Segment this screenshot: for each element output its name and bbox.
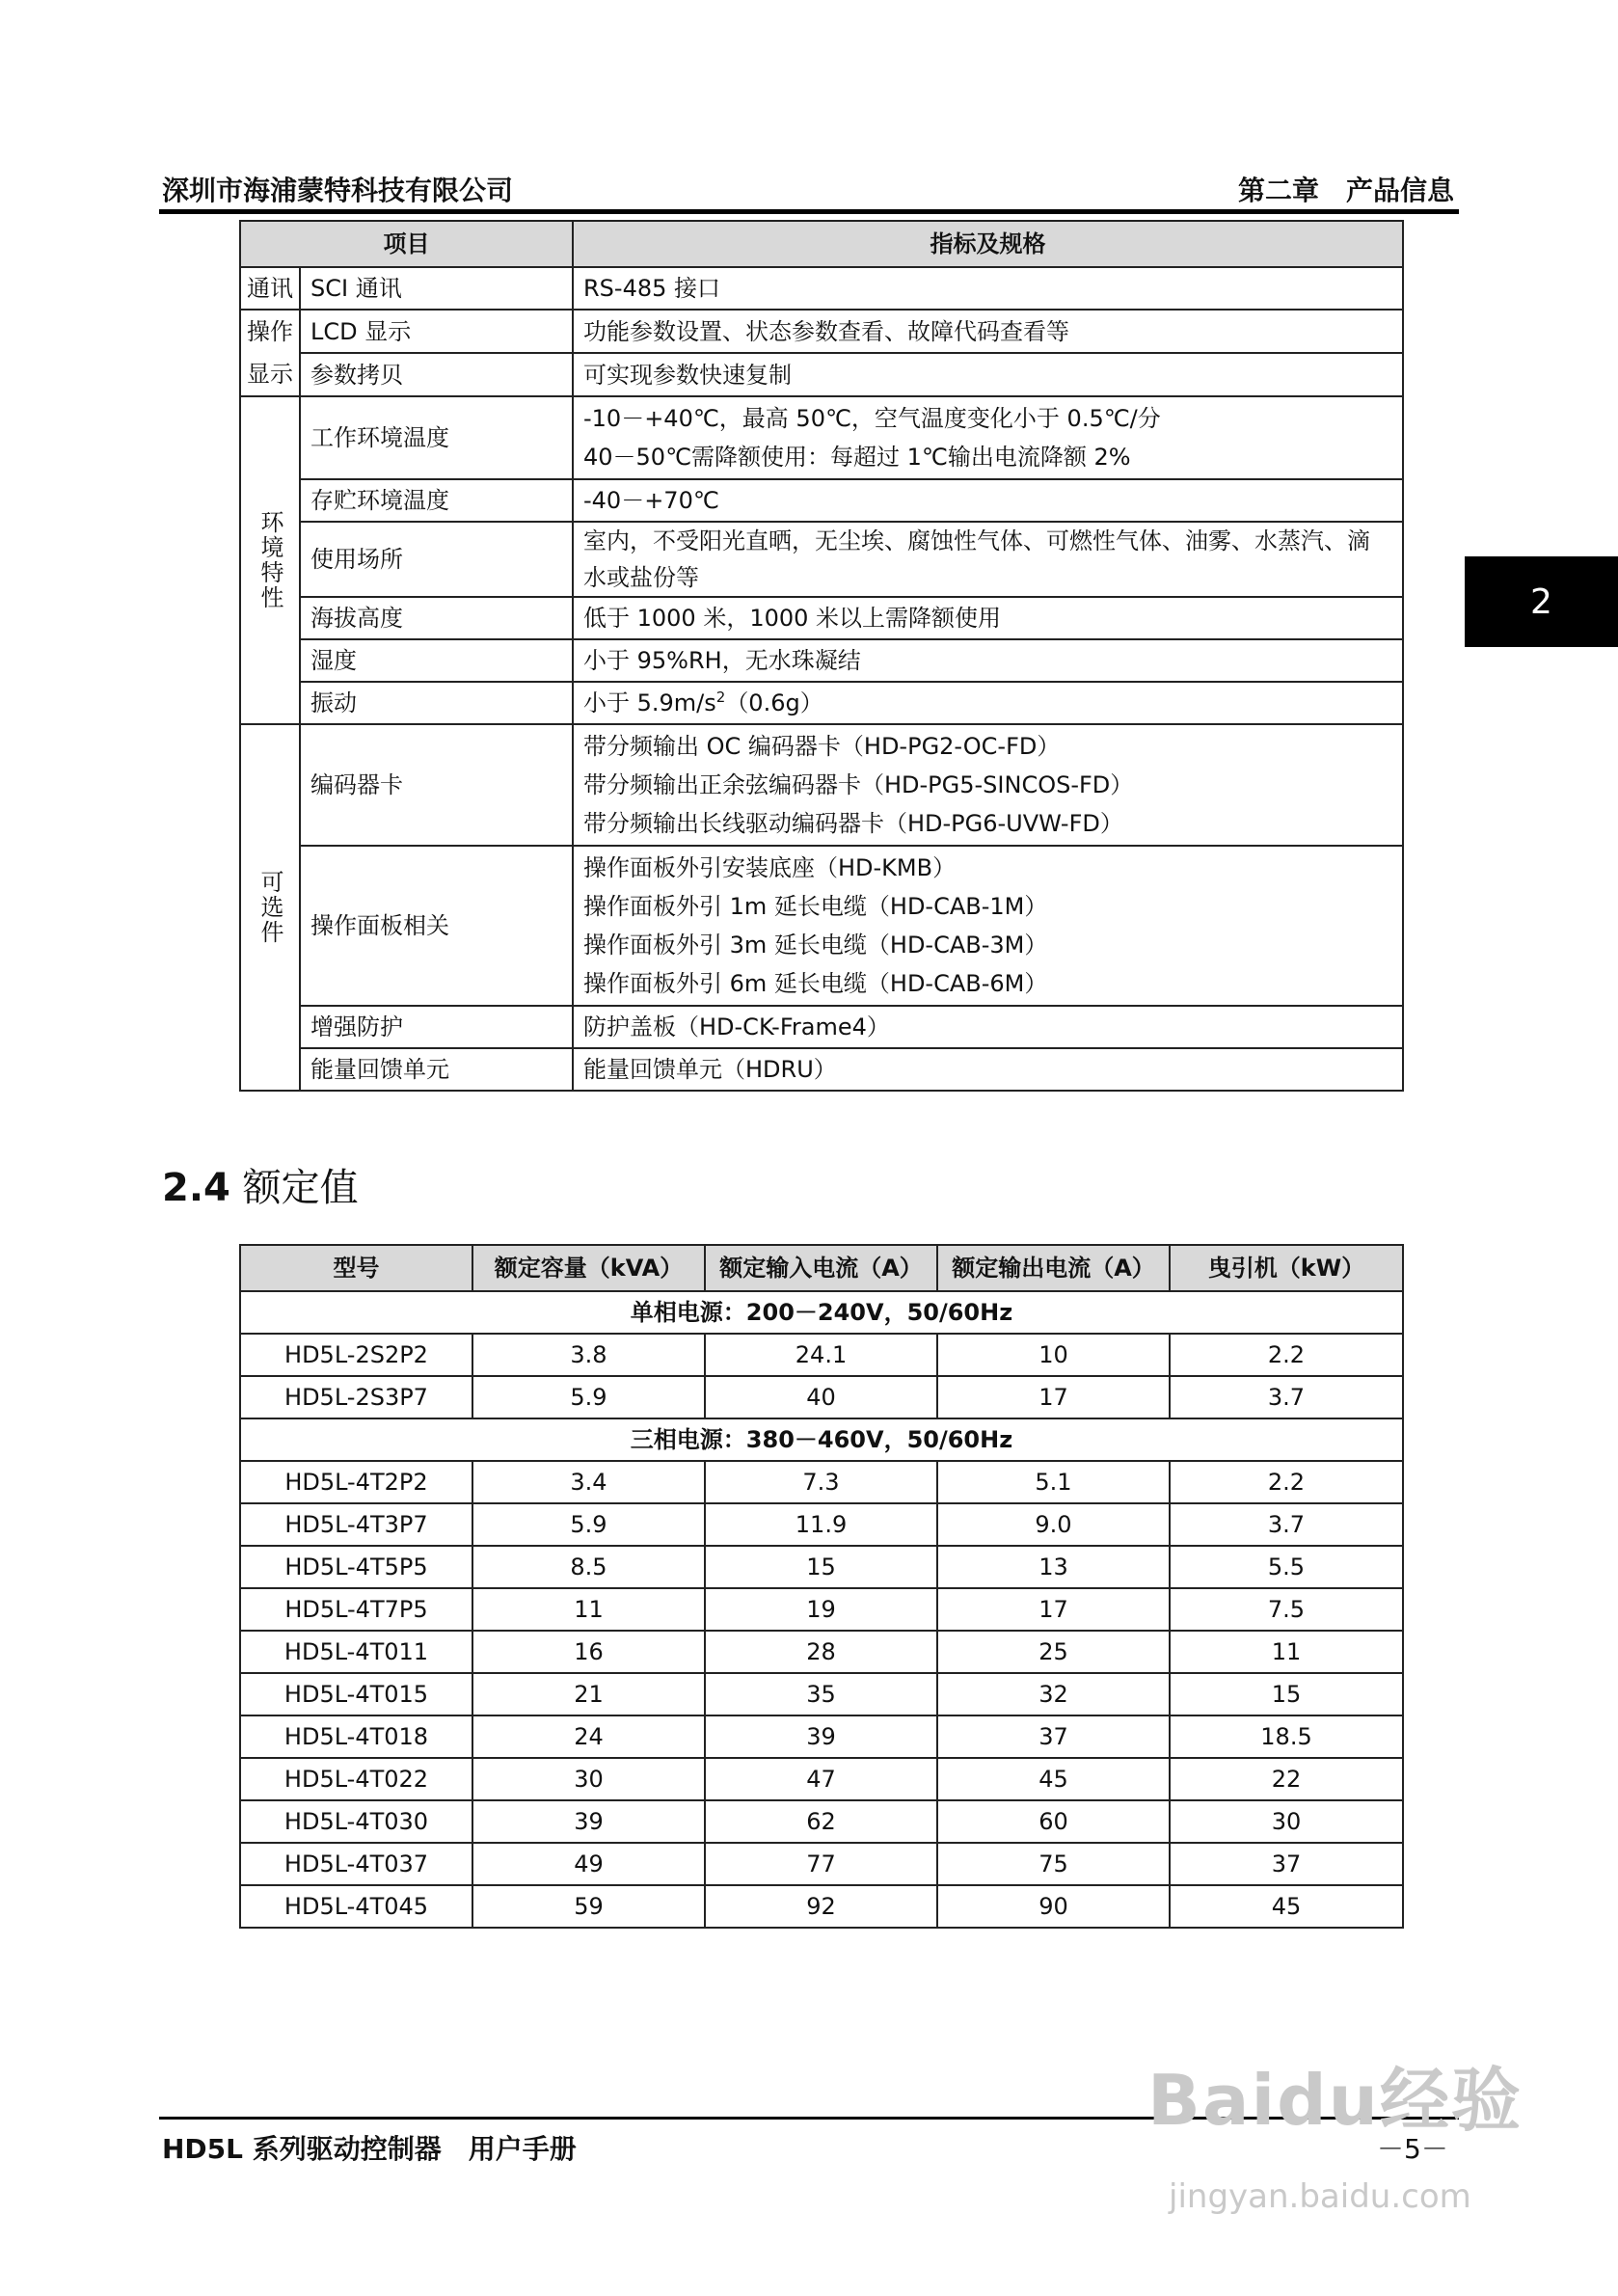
three-phase-row xyxy=(240,1588,1403,1631)
cell-kva: 8.5 xyxy=(472,1546,705,1588)
watermark-url: jingyan.baidu.com xyxy=(1169,2177,1471,2216)
item-humidity: 湿度 xyxy=(300,639,573,682)
cell-input-current: 15 xyxy=(705,1546,937,1588)
spec-lcd: 功能参数设置、状态参数查看、故障代码查看等 xyxy=(573,310,1403,353)
cell-output-current: 32 xyxy=(937,1673,1170,1715)
cell-model: HD5L-4T7P5 xyxy=(240,1588,472,1631)
three-phase-row xyxy=(240,1843,1403,1885)
cell-model: HD5L-4T037 xyxy=(240,1843,472,1885)
cell-model: HD5L-4T030 xyxy=(240,1800,472,1843)
cell-kva: 21 xyxy=(472,1673,705,1715)
spec-vibration-sup: 2 xyxy=(715,689,726,706)
item-place: 使用场所 xyxy=(300,522,573,597)
cell-input-current: 62 xyxy=(705,1800,937,1843)
spec-copy: 可实现参数快速复制 xyxy=(573,353,1403,396)
item-encoder: 编码器卡 xyxy=(300,724,573,846)
cell-model: HD5L-4T011 xyxy=(240,1631,472,1673)
item-regen: 能量回馈单元 xyxy=(300,1048,573,1091)
rating-col-motor: 曳引机（kW） xyxy=(1170,1245,1403,1291)
spec-place: 室内，不受阳光直晒，无尘埃、腐蚀性气体、可燃性气体、油雾、水蒸汽、滴水或盐份等 xyxy=(573,522,1403,597)
spec-panel-3: 操作面板外引 3m 延长电缆（HD-CAB-3M） xyxy=(583,932,1048,959)
spec-sci: RS-485 接口 xyxy=(573,267,1403,310)
item-store-temp: 存贮环境温度 xyxy=(300,479,573,522)
header-rule xyxy=(159,209,1459,214)
cell-model: HD5L-4T2P2 xyxy=(240,1461,472,1503)
cell-motor-kw: 45 xyxy=(1170,1885,1403,1928)
spec-work-temp xyxy=(573,396,1403,479)
three-phase-row xyxy=(240,1715,1403,1758)
cell-output-current: 75 xyxy=(937,1843,1170,1885)
cell-model: HD5L-4T3P7 xyxy=(240,1503,472,1546)
three-phase-row xyxy=(240,1800,1403,1843)
spec-vibration xyxy=(573,682,1403,724)
cell-motor-kw: 2.2 xyxy=(1170,1334,1403,1376)
three-phase-row xyxy=(240,1631,1403,1673)
cell-output-current: 60 xyxy=(937,1800,1170,1843)
spec-store-temp: -40－+70℃ xyxy=(573,479,1403,522)
cell-kva: 49 xyxy=(472,1843,705,1885)
spec-col-spec: 指标及规格 xyxy=(573,221,1403,267)
rating-col-kva: 额定容量（kVA） xyxy=(472,1245,705,1291)
cell-output-current: 10 xyxy=(937,1334,1170,1376)
header-company: 深圳市海浦蒙特科技有限公司 xyxy=(162,175,514,206)
rating-col-output: 额定输出电流（A） xyxy=(937,1245,1170,1291)
cell-output-current: 25 xyxy=(937,1631,1170,1673)
three-phase-row xyxy=(240,1546,1403,1588)
cell-model: HD5L-4T5P5 xyxy=(240,1546,472,1588)
item-panel: 操作面板相关 xyxy=(300,846,573,1006)
cell-input-current: 28 xyxy=(705,1631,937,1673)
cell-input-current: 24.1 xyxy=(705,1334,937,1376)
cell-motor-kw: 3.7 xyxy=(1170,1503,1403,1546)
watermark-brand: Baidu经验 xyxy=(1147,2060,1523,2141)
cell-input-current: 39 xyxy=(705,1715,937,1758)
item-lcd: LCD 显示 xyxy=(300,310,573,353)
cell-kva: 24 xyxy=(472,1715,705,1758)
cell-motor-kw: 15 xyxy=(1170,1673,1403,1715)
cat-opt-text: 可选件 xyxy=(256,870,283,945)
watermark xyxy=(1147,2044,1523,2216)
item-work-temp: 工作环境温度 xyxy=(300,396,573,479)
spec-col-item: 项目 xyxy=(240,221,573,267)
three-phase-row xyxy=(240,1758,1403,1800)
spec-protection: 防护盖板（HD-CK-Frame4） xyxy=(573,1006,1403,1048)
spec-work-temp-1: -10－+40℃，最高 50℃，空气温度变化小于 0.5℃/分 xyxy=(583,405,1161,432)
single-phase-row xyxy=(240,1334,1403,1376)
cell-motor-kw: 7.5 xyxy=(1170,1588,1403,1631)
item-vibration: 振动 xyxy=(300,682,573,724)
cell-motor-kw: 11 xyxy=(1170,1631,1403,1673)
cell-input-current: 7.3 xyxy=(705,1461,937,1503)
chapter-tab: 2 xyxy=(1465,556,1618,647)
section-name: 额定值 xyxy=(242,1166,359,1210)
cell-model: HD5L-4T018 xyxy=(240,1715,472,1758)
item-sci: SCI 通讯 xyxy=(300,267,573,310)
cell-output-current: 5.1 xyxy=(937,1461,1170,1503)
cell-motor-kw: 5.5 xyxy=(1170,1546,1403,1588)
spec-vibration-a: 小于 5.9m/s xyxy=(583,689,716,716)
cell-input-current: 47 xyxy=(705,1758,937,1800)
spec-altitude: 低于 1000 米，1000 米以上需降额使用 xyxy=(573,597,1403,639)
cell-model: HD5L-2S2P2 xyxy=(240,1334,472,1376)
single-phase-row xyxy=(240,1376,1403,1418)
spec-panel-2: 操作面板外引 1m 延长电缆（HD-CAB-1M） xyxy=(583,893,1048,920)
header-chapter: 第二章 产品信息 xyxy=(1237,175,1454,206)
spec-regen: 能量回馈单元（HDRU） xyxy=(573,1048,1403,1091)
cell-kva: 5.9 xyxy=(472,1503,705,1546)
single-phase-rows xyxy=(240,1334,1403,1418)
cell-input-current: 92 xyxy=(705,1885,937,1928)
rating-col-input: 额定输入电流（A） xyxy=(705,1245,937,1291)
three-phase-rows xyxy=(240,1461,1403,1928)
cell-output-current: 45 xyxy=(937,1758,1170,1800)
cell-output-current: 17 xyxy=(937,1376,1170,1418)
cell-motor-kw: 30 xyxy=(1170,1800,1403,1843)
cat-env xyxy=(240,396,300,724)
cell-output-current: 90 xyxy=(937,1885,1170,1928)
cell-model: HD5L-2S3P7 xyxy=(240,1376,472,1418)
three-phase-label: 三相电源：380－460V，50/60Hz xyxy=(240,1418,1403,1461)
cell-input-current: 19 xyxy=(705,1588,937,1631)
cat-env-text: 环境特性 xyxy=(256,510,283,610)
spec-encoder-1: 带分频输出 OC 编码器卡（HD-PG2-OC-FD） xyxy=(583,733,1061,760)
cell-motor-kw: 18.5 xyxy=(1170,1715,1403,1758)
item-protection: 增强防护 xyxy=(300,1006,573,1048)
single-phase-label: 单相电源：200－240V，50/60Hz xyxy=(240,1291,1403,1334)
cell-kva: 30 xyxy=(472,1758,705,1800)
three-phase-row xyxy=(240,1503,1403,1546)
cell-output-current: 17 xyxy=(937,1588,1170,1631)
spec-vibration-b: （0.6g） xyxy=(725,689,823,716)
cell-input-current: 77 xyxy=(705,1843,937,1885)
spec-encoder-2: 带分频输出正余弦编码器卡（HD-PG5-SINCOS-FD） xyxy=(583,771,1134,798)
cell-kva: 3.4 xyxy=(472,1461,705,1503)
cell-kva: 5.9 xyxy=(472,1376,705,1418)
spec-humidity: 小于 95%RH，无水珠凝结 xyxy=(573,639,1403,682)
cell-kva: 16 xyxy=(472,1631,705,1673)
cell-model: HD5L-4T045 xyxy=(240,1885,472,1928)
footer-title: HD5L 系列驱动控制器 用户手册 xyxy=(162,2133,577,2165)
cell-motor-kw: 2.2 xyxy=(1170,1461,1403,1503)
spec-encoder xyxy=(573,724,1403,846)
cell-output-current: 13 xyxy=(937,1546,1170,1588)
cell-kva: 59 xyxy=(472,1885,705,1928)
cell-input-current: 40 xyxy=(705,1376,937,1418)
three-phase-row xyxy=(240,1885,1403,1928)
cell-kva: 3.8 xyxy=(472,1334,705,1376)
cat-ops-text: 操作显示 xyxy=(246,318,293,388)
item-altitude: 海拔高度 xyxy=(300,597,573,639)
spec-panel-4: 操作面板外引 6m 延长电缆（HD-CAB-6M） xyxy=(583,970,1048,997)
cat-opt xyxy=(240,724,300,1091)
cat-ops xyxy=(240,310,300,396)
cell-motor-kw: 22 xyxy=(1170,1758,1403,1800)
spec-work-temp-2: 40－50℃需降额使用：每超过 1℃输出电流降额 2% xyxy=(583,444,1131,471)
rating-table xyxy=(239,1244,1404,1929)
cell-output-current: 37 xyxy=(937,1715,1170,1758)
three-phase-row xyxy=(240,1673,1403,1715)
item-copy: 参数拷贝 xyxy=(300,353,573,396)
rating-col-model: 型号 xyxy=(240,1245,472,1291)
footer-page: －5－ xyxy=(1377,2133,1448,2165)
section-title xyxy=(162,1157,359,1212)
cell-kva: 11 xyxy=(472,1588,705,1631)
cell-input-current: 35 xyxy=(705,1673,937,1715)
spec-panel xyxy=(573,846,1403,1006)
spec-panel-1: 操作面板外引安装底座（HD-KMB） xyxy=(583,854,957,881)
cell-input-current: 11.9 xyxy=(705,1503,937,1546)
section-number: 2.4 xyxy=(162,1166,230,1210)
spec-encoder-3: 带分频输出长线驱动编码器卡（HD-PG6-UVW-FD） xyxy=(583,810,1123,837)
cell-motor-kw: 37 xyxy=(1170,1843,1403,1885)
cat-comm: 通讯 xyxy=(240,267,300,310)
spec-table xyxy=(239,220,1404,1092)
cell-output-current: 9.0 xyxy=(937,1503,1170,1546)
cell-kva: 39 xyxy=(472,1800,705,1843)
cell-motor-kw: 3.7 xyxy=(1170,1376,1403,1418)
cell-model: HD5L-4T022 xyxy=(240,1758,472,1800)
three-phase-row xyxy=(240,1461,1403,1503)
cell-model: HD5L-4T015 xyxy=(240,1673,472,1715)
